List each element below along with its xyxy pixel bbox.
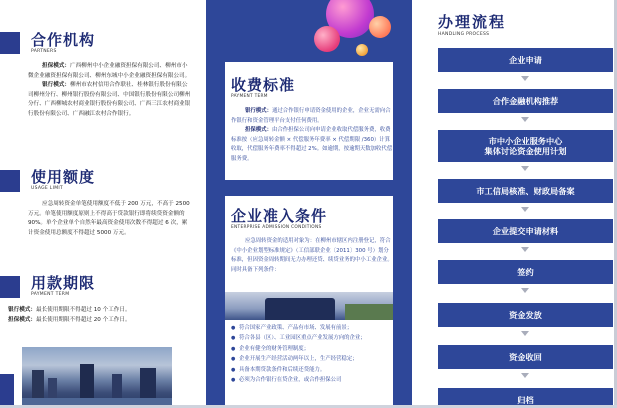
- arrow-down-icon: [521, 373, 529, 378]
- left-panel: [0, 0, 206, 408]
- arrow-down-icon: [521, 247, 529, 252]
- partners-subtitle: PARTNERS: [31, 49, 57, 54]
- right-panel: [412, 0, 617, 408]
- bank-mode-text: 柳州市农村信用合作联社、桂林银行股份有限公司柳州分行、柳州银行股份有限公司、中国银行股份有限公司柳州分行、广西柳城农村商业银行股份有限公司、广西三江农村商业银行股份有限公司、广西融江农村合作银行。: [28, 82, 191, 117]
- bank-mode-label: 银行模式：: [42, 82, 70, 89]
- decorative-bubble: [356, 44, 368, 56]
- payment-term-subtitle: PAYMENT TERM: [31, 292, 70, 297]
- process-step: 资金收回: [438, 345, 613, 369]
- process-step: 合作金融机构推荐: [438, 89, 613, 113]
- fee-bank-text: 通过合作银行申请资金使用的企业，企业无需向合作银行和资金管理平台支付任何费用。: [231, 108, 391, 124]
- arrow-down-icon: [521, 331, 529, 336]
- payment-term-text: [8, 306, 198, 325]
- fee-guarantee-text: 由合作担保公司向申请企业收取代偿服务费，收费标准按（应急周转金额 × 代偿服务年费率 × 代偿期限 /360）计算收取，代偿服务年费率不得超过 2%。如逾期，按逾期天数加收代偿服务费。: [231, 127, 393, 162]
- list-item: ● 符合各县（区）、工业园区重点产业发展方向的企业；: [231, 333, 393, 343]
- guarantee-mode-label: 担保模式：: [42, 63, 70, 69]
- list-item: ● 必须为合作银行在贷企业，或合作担保公司: [231, 375, 393, 385]
- arrow-down-icon: [521, 76, 529, 81]
- decorative-block: [0, 374, 14, 408]
- middle-panel: [206, 0, 412, 408]
- term-bank-label: 银行模式：: [8, 307, 36, 313]
- fee-bank-label: 银行模式：: [245, 108, 272, 114]
- fee-text: [231, 107, 393, 165]
- process-step: 企业申请: [438, 48, 613, 72]
- building-image: [225, 292, 393, 320]
- arrow-down-icon: [521, 207, 529, 212]
- admission-bullets: [231, 323, 393, 385]
- term-guarantee-label: 担保模式：: [8, 316, 36, 323]
- guarantee-mode-text: 广西柳州中小企业融资担保有限公司、柳州市小微企业融资担保有限公司、柳州东城中小企业融资担保有限公司。: [28, 63, 191, 79]
- process-subtitle: HANDLING PROCESS: [438, 32, 490, 37]
- process-step: 签约: [438, 260, 613, 284]
- list-item: ● 企业开展生产经营活动两年以上，生产经营稳定；: [231, 354, 393, 364]
- decorative-bubble: [369, 16, 391, 38]
- partners-title: 合作机构: [31, 31, 96, 49]
- process-step: 企业提交申请材料: [438, 219, 613, 243]
- section-marker: [0, 32, 20, 54]
- payment-term-title: 用款期限: [31, 274, 96, 292]
- process-step: 市工信局核准、财政局备案: [438, 179, 613, 203]
- process-title: 办理流程: [438, 13, 507, 31]
- usage-limit-title: 使用额度: [31, 168, 96, 186]
- admission-title: 企业准入条件: [231, 207, 328, 225]
- city-skyline-image: [22, 347, 172, 408]
- term-bank-text: 最长使用期限不得超过 10 个工作日。: [35, 307, 131, 313]
- decorative-bubble: [314, 26, 340, 52]
- process-step: 资金发放: [438, 303, 613, 327]
- fee-subtitle: PAYMENT TERM: [231, 94, 268, 99]
- section-marker: [0, 276, 20, 298]
- fee-title: 收费标准: [231, 76, 296, 94]
- arrow-down-icon: [521, 166, 529, 171]
- section-marker: [0, 170, 20, 192]
- usage-limit-text: 应急周转资金单笔使用额度不低于 200 万元，不高于 2500 万元。单笔使用额度原则上不得高于贷款银行即将续贷资金额的 90%。单个企业单个自然年最高资金使用次数不得超过 6 次，累计资金使用总额度不得超过 5000 万元。: [28, 201, 190, 236]
- partners-text: [28, 62, 192, 120]
- list-item: ● 具备本期贷款条件和后续还贷能力。: [231, 365, 393, 375]
- arrow-down-icon: [521, 288, 529, 293]
- list-item: ● 企业有健全的财务管理制度；: [231, 344, 393, 354]
- process-step: 归档: [438, 388, 613, 408]
- process-step: 市中小企业服务中心 集体讨论资金使用计划: [438, 130, 613, 162]
- list-item: ● 符合国家产业政策、产品有市场、发展有前景；: [231, 323, 393, 333]
- admission-subtitle: ENTERPRISE ADMISSION CONDITIONS: [231, 225, 322, 230]
- fee-guarantee-label: 担保模式：: [245, 127, 272, 134]
- arrow-down-icon: [521, 117, 529, 122]
- usage-limit-subtitle: USAGE LIMIT: [31, 186, 64, 191]
- term-guarantee-text: 最长使用期限不得超过 20 个工作日。: [35, 316, 131, 323]
- admission-intro: 应急周转资金的适用对象为：在柳州市辖区内注册登记，符合《中小企业划型标准规定》（工信部联企业〔2011〕300 号）划分标准，但因资金周转期间无力办理还贷、续贷业务的中小工业企业。同时具备下列条件：: [231, 238, 393, 273]
